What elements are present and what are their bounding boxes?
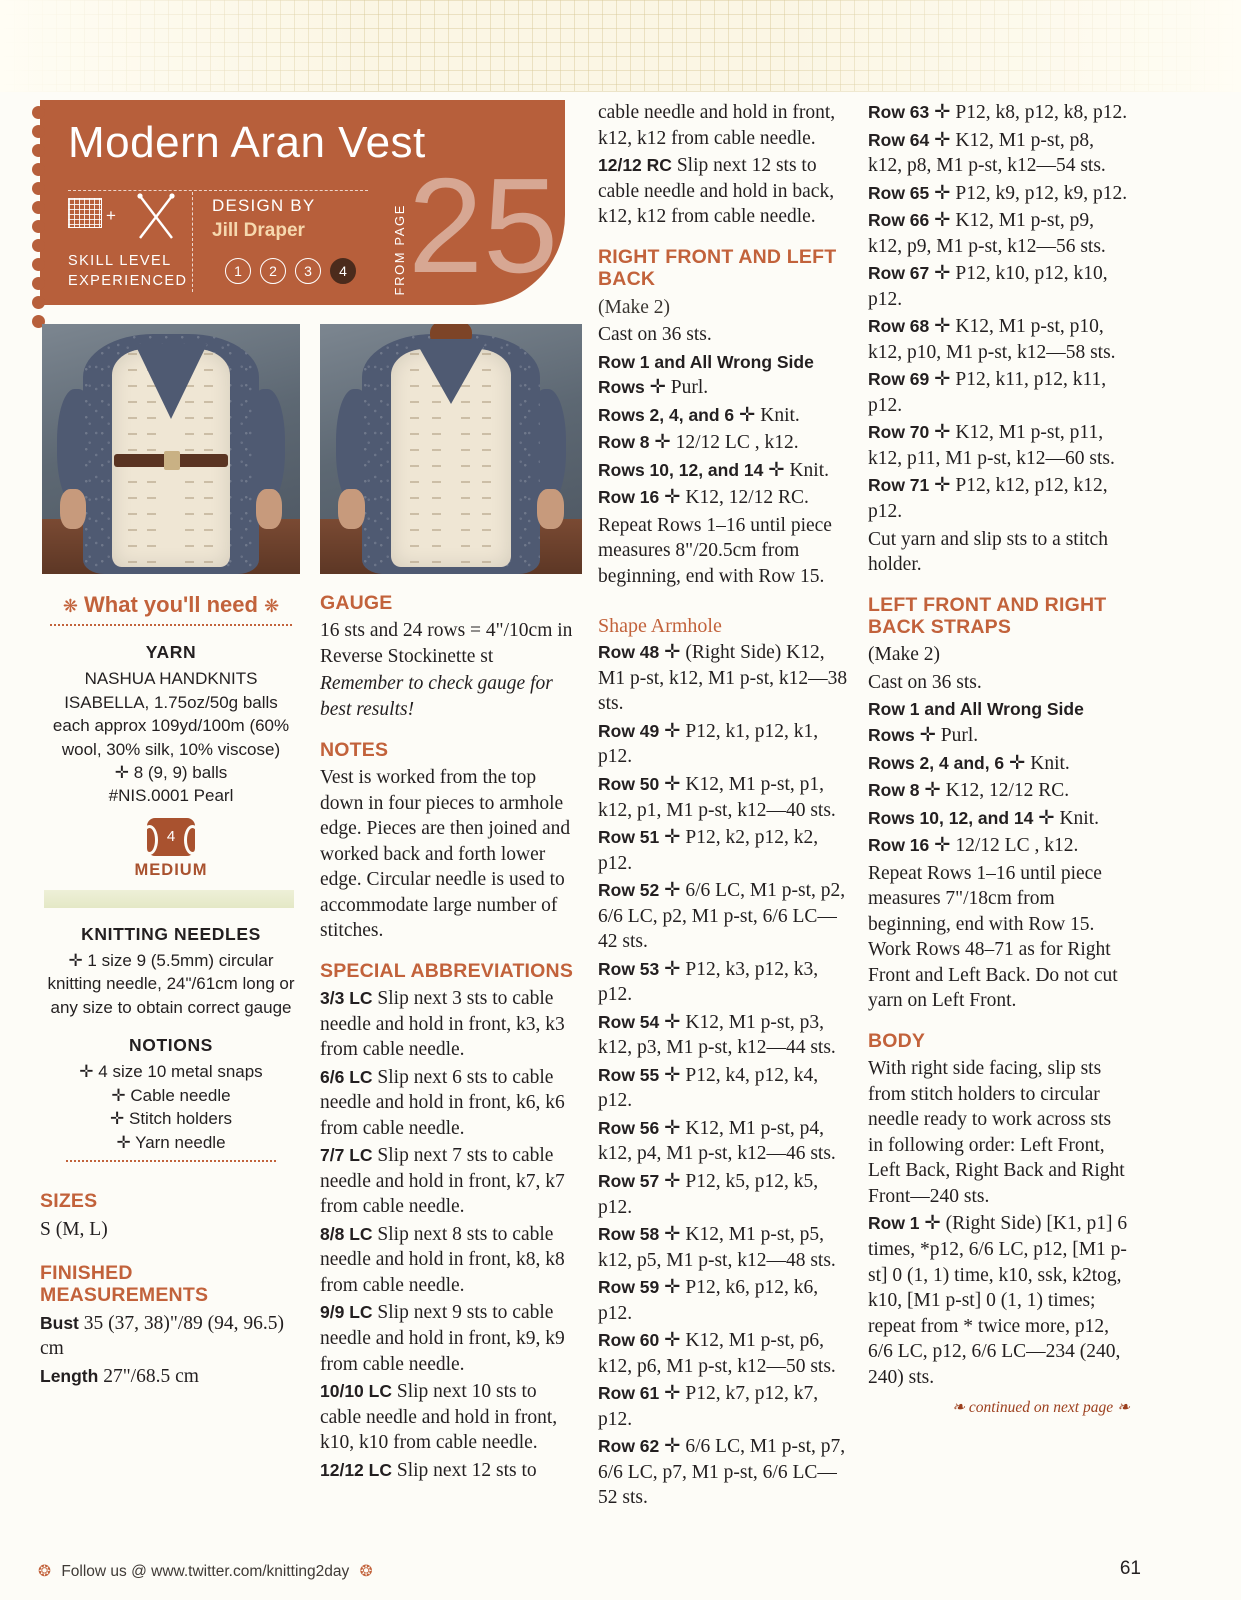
skill-level-label — [68, 252, 187, 291]
make-count: (Make 2) — [598, 296, 671, 318]
yarn-ball-count: ✛ 8 (9, 9) balls — [114, 762, 228, 782]
right-front-left-back-heading: RIGHT FRONT AND LEFT BACK — [598, 245, 837, 291]
finished-measurements-heading: FINISHED MEASUREMENTS — [40, 1262, 209, 1307]
skill-dot-1: 1 — [225, 258, 251, 284]
row-term: Row 59 — [598, 1277, 660, 1298]
row-instruction — [598, 957, 850, 1008]
repeat-instruction: Repeat Rows 1–16 until piece measures 8"/20.5cm from beginning, end with Row 15. — [598, 514, 832, 587]
row-definition: ✛ Knit. — [739, 404, 800, 426]
what-youll-need-label: What you'll need — [84, 592, 258, 617]
row-term: Rows 10, 12, and 14 — [598, 459, 764, 480]
abbreviation-definition: Slip next 7 sts to cable needle and hold in front, k7, k7 from cable needle. — [320, 1145, 565, 1218]
gauge-text: 16 sts and 24 rows = 4"/10cm in Reverse Stockinette st — [320, 620, 573, 667]
column-right-front-left-back — [598, 100, 850, 1513]
row-term: Row 58 — [598, 1224, 660, 1245]
row-instruction — [868, 181, 1130, 207]
row-definition: ✛ K12, 12/12 RC. — [664, 487, 809, 509]
row-definition: ✛ Purl. — [649, 377, 709, 399]
row-term: Row 60 — [598, 1330, 660, 1351]
row-definition: ✛ P12, k12, p12, k12, p12. — [868, 475, 1108, 522]
decorative-top-band — [0, 0, 1241, 92]
abbreviation-term: 8/8 LC — [320, 1223, 373, 1244]
notion-item-2: ✛ Cable needle — [111, 1085, 231, 1105]
row-instruction — [598, 350, 850, 401]
column-what-youll-need — [40, 592, 302, 1391]
abbreviation-item — [320, 1065, 582, 1142]
abbreviation-definition: Slip next 3 sts to cable needle and hold in front, k3, k3 from cable needle. — [320, 988, 565, 1061]
row-term: Row 64 — [868, 129, 930, 150]
row-term: Row 54 — [598, 1011, 660, 1032]
row-term: Row 1 and All Wrong Side Rows — [598, 351, 814, 398]
bust-value: 35 (37, 38)"/89 (94, 96.5) cm — [40, 1312, 284, 1360]
abbreviation-item — [598, 153, 850, 230]
supplies-box — [40, 626, 302, 1168]
straps-repeat-instruction: Repeat Rows 1–16 until piece measures 7"/18cm from beginning, end with Row 15. Work Rows 48–71 as for Right Front and Left Back. Do not cut yarn on Left Front. — [868, 862, 1118, 1012]
row-definition: ✛ 12/12 LC , k12. — [934, 835, 1079, 857]
row-definition: ✛ P12, k6, p12, k6, p12. — [598, 1277, 819, 1324]
page-footer — [0, 1544, 1241, 1600]
row-instruction — [868, 697, 1130, 748]
title-banner — [40, 100, 565, 305]
length-value: 27"/68.5 cm — [103, 1365, 199, 1387]
row-instruction — [868, 100, 1130, 126]
row-term: Rows 10, 12, and 14 — [868, 807, 1034, 828]
abbreviation-definition: Slip next 9 sts to cable needle and hold in front, k9, k9 from cable needle. — [320, 1302, 565, 1375]
abbreviation-definition: Slip next 8 sts to cable needle and hold in front, k8, k8 from cable needle. — [320, 1223, 565, 1296]
straps-heading: LEFT FRONT AND RIGHT BACK STRAPS — [868, 593, 1107, 638]
row-definition: ✛ 12/12 LC , k12. — [654, 432, 799, 454]
row-instruction — [598, 1381, 850, 1432]
knitting-needles-icon — [136, 192, 180, 242]
row-definition: ✛ Knit. — [1009, 752, 1070, 774]
row-definition: ✛ (Right Side) [K1, p1] 6 times, *p12, 6/6 LC, p12, [M1 p-st] 0 (1, 1) time, k10, ssk, k2tog, k10, [M1 p-st] 0 (1, 1) times; repeat from * twice more, p12, 6/6 LC, p12, 6/6 LC—234 (240, 240) sts. — [868, 1213, 1128, 1388]
body-text: With right side facing, slip sts from stitch holders to circular needle ready to work across sts in following order: Left Front, Left Back, Right Back and Right Front—240 sts. — [868, 1058, 1125, 1207]
photo-vest-front — [42, 324, 300, 574]
row-instruction — [868, 778, 1130, 804]
notes-heading: NOTES — [320, 738, 389, 761]
design-by-label: DESIGN BY — [212, 196, 316, 215]
row-term: Row 1 and All Wrong Side Rows — [868, 699, 1084, 745]
row-term: Row 50 — [598, 774, 660, 794]
row-definition: ✛ P12, k1, p12, k1, p12. — [598, 720, 819, 768]
yarn-description: NASHUA HANDKNITS ISABELLA, 1.75oz/50g balls each approx 109yd/100m (60% wool, 30% silk, 10% viscose) — [52, 669, 290, 759]
notion-item-4: ✛ Yarn needle — [116, 1132, 226, 1152]
row-instruction — [598, 1275, 850, 1326]
photo-vest-back — [320, 324, 582, 574]
flourish-icon-left: ❂ — [38, 1563, 51, 1580]
row-instruction — [598, 825, 850, 876]
row-definition: ✛ K12, M1 p-st, p11, k12, p11, M1 p-st, k12—60 sts. — [868, 422, 1115, 469]
row-term: Row 55 — [598, 1064, 660, 1085]
notes-text: Vest is worked from the top down in four pieces to armhole edge. Pieces are then joined and worked back and forth lower edge. Circular needle is used to accommodate large number of stitches. — [320, 766, 571, 942]
cast-on-text: Cast on 36 sts. — [598, 324, 712, 346]
row-term: Row 67 — [868, 263, 930, 284]
row-term: Row 66 — [868, 210, 930, 231]
row-term: Row 56 — [598, 1117, 660, 1138]
row-instruction — [598, 1169, 850, 1220]
row-definition: ✛ 6/6 LC, M1 p-st, p7, 6/6 LC, p7, M1 p-st, 6/6 LC—52 sts. — [598, 1436, 846, 1509]
special-abbreviations-heading: SPECIAL ABBREVIATIONS — [320, 959, 574, 982]
row-instruction — [598, 640, 850, 717]
star-icon-right: ❋ — [264, 596, 280, 616]
skill-level-value: EXPERIENCED — [68, 272, 188, 289]
row-definition: ✛ K12, M1 p-st, p10, k12, p10, M1 p-st, k12—58 sts. — [868, 316, 1116, 363]
sizes-text: S (M, L) — [40, 1218, 108, 1240]
row-definition: ✛ P12, k9, p12, k9, p12. — [934, 182, 1128, 204]
row-instruction — [868, 806, 1130, 832]
row-term: Row 61 — [598, 1383, 660, 1404]
abbreviation-term: 7/7 LC — [320, 1145, 373, 1166]
abbreviation-item — [320, 1458, 582, 1484]
gauge-note: Remember to check gauge for best results! — [320, 673, 553, 721]
notion-item-3: ✛ Stitch holders — [110, 1109, 232, 1129]
abbreviation-definition: Slip next 10 sts to cable needle and hold in front, k10, k10 from cable needle. — [320, 1381, 558, 1454]
row-instruction — [598, 1116, 850, 1167]
abbreviation-term: 6/6 LC — [320, 1066, 373, 1087]
row-instruction — [598, 772, 850, 823]
row-instruction — [598, 1063, 850, 1114]
star-icon-left: ❋ — [62, 596, 78, 616]
row-term: Row 70 — [868, 422, 930, 443]
abbreviation-term: 12/12 LC — [320, 1459, 392, 1480]
notions-label: NOTIONS — [129, 1035, 213, 1056]
row-definition: ✛ P12, k11, p12, k11, p12. — [868, 369, 1107, 416]
continued-text-top: cable needle and hold in front, k12, k12 from cable needle. — [598, 102, 836, 149]
body-heading: BODY — [868, 1029, 926, 1052]
row-definition: ✛ Knit. — [768, 459, 829, 481]
banner-vertical-divider — [192, 192, 193, 292]
row-instruction — [868, 1211, 1130, 1390]
abbreviation-term: 9/9 LC — [320, 1302, 373, 1323]
row-term: Row 8 — [868, 780, 920, 801]
row-term: Row 65 — [868, 182, 930, 203]
abbreviation-definition: Slip next 6 sts to cable needle and hold in front, k6, k6 from cable needle. — [320, 1066, 565, 1139]
row-term: Row 1 — [868, 1213, 920, 1234]
row-definition: ✛ K12, M1 p-st, p3, k12, p3, M1 p-st, k12—44 sts. — [598, 1011, 836, 1059]
skill-level-title: SKILL LEVEL — [68, 253, 172, 269]
straps-make-count: (Make 2) — [868, 644, 941, 666]
row-definition: ✛ P12, k7, p12, k7, p12. — [598, 1383, 819, 1430]
abbreviation-item — [320, 1143, 582, 1220]
row-term: Row 53 — [598, 958, 660, 979]
row-instruction — [868, 420, 1130, 471]
gauge-heading: GAUGE — [320, 592, 393, 614]
row-definition: ✛ P12, k3, p12, k3, p12. — [598, 958, 819, 1006]
row-definition: ✛ 6/6 LC, M1 p-st, p2, 6/6 LC, p2, M1 p-st, 6/6 LC—42 sts. — [598, 880, 846, 953]
swatch-icon: + — [68, 196, 126, 242]
row-definition: ✛ P12, k8, p12, k8, p12. — [934, 102, 1128, 123]
from-page-label: FROM PAGE — [392, 204, 407, 296]
continued-note — [868, 1398, 1130, 1417]
twitter-follow[interactable] — [38, 1562, 379, 1581]
row-instruction — [868, 128, 1130, 179]
row-instruction — [868, 833, 1130, 859]
abbreviation-item — [320, 986, 582, 1063]
row-instruction — [868, 314, 1130, 365]
row-term: Rows 2, 4, and 6 — [598, 404, 735, 425]
yarn-weight-number: 4 — [166, 827, 176, 845]
twitter-follow-label: Follow us @ www.twitter.com/knitting2day — [61, 1563, 350, 1580]
row-instruction — [598, 1328, 850, 1379]
row-definition: ✛ P12, k5, p12, k5, p12. — [598, 1170, 819, 1218]
skill-dot-3: 3 — [295, 258, 321, 284]
row-instruction — [868, 367, 1130, 418]
row-definition: ✛ P12, k4, p12, k4, p12. — [598, 1064, 819, 1112]
grid-fade-overlay — [0, 0, 1241, 92]
sizes-heading: SIZES — [40, 1190, 98, 1213]
row-definition: ✛ K12, M1 p-st, p5, k12, p5, M1 p-st, k12—48 sts. — [598, 1224, 836, 1271]
yarn-weight-label: MEDIUM — [134, 860, 208, 879]
abbreviation-item — [320, 1379, 582, 1456]
row-term: Row 69 — [868, 369, 930, 390]
skill-dot-2: 2 — [260, 258, 286, 284]
column-straps-body — [868, 100, 1130, 1417]
what-youll-need-heading — [40, 592, 302, 618]
knitting-needles-label: KNITTING NEEDLES — [81, 923, 261, 944]
row-instruction — [868, 751, 1130, 777]
bust-label: Bust — [40, 1312, 79, 1333]
row-term: Row 16 — [868, 835, 930, 856]
knitting-needles-text: ✛ 1 size 9 (5.5mm) circular knitting needle, 24"/61cm long or any size to obtain correct gauge — [47, 950, 295, 1017]
length-label: Length — [40, 1365, 99, 1386]
skill-level-dots — [225, 258, 356, 284]
flourish-icon-right: ❂ — [359, 1563, 373, 1580]
row-term: Row 8 — [598, 432, 650, 453]
row-term: Row 48 — [598, 642, 660, 663]
notion-item-1: ✛ 4 size 10 metal snaps — [79, 1062, 263, 1082]
cut-yarn-text: Cut yarn and slip sts to a stitch holder. — [868, 528, 1108, 576]
row-instruction — [598, 719, 850, 770]
abbreviation-definition: Slip next 12 sts to cable needle and hold in back, k12, k12 from cable needle. — [598, 155, 835, 228]
row-definition: ✛ P12, k10, p12, k10, p12. — [868, 263, 1108, 310]
continued-ornament-right: ❧ — [1117, 1399, 1130, 1417]
magazine-page — [0, 92, 1241, 1600]
row-term: Row 51 — [598, 827, 660, 848]
continued-label: continued on next page — [968, 1399, 1114, 1417]
row-definition: ✛ K12, M1 p-st, p4, k12, p4, M1 p-st, k12—46 sts. — [598, 1117, 836, 1165]
yarn-swatch-strip — [44, 890, 294, 908]
row-term: Rows 2, 4 and, 6 — [868, 752, 1005, 773]
row-term: Row 62 — [598, 1436, 660, 1457]
row-instruction — [598, 1010, 850, 1061]
yarn-colorway: #NIS.0001 Pearl — [108, 786, 234, 806]
length-measurement — [40, 1364, 302, 1390]
row-definition: ✛ K12, 12/12 RC. — [924, 780, 1070, 802]
bust-measurement — [40, 1311, 302, 1362]
row-instruction — [868, 208, 1130, 259]
row-term: Row 49 — [598, 720, 660, 741]
row-instruction — [598, 403, 850, 429]
row-instruction — [598, 430, 850, 456]
row-instruction — [598, 1434, 850, 1511]
row-instruction — [598, 1222, 850, 1273]
row-term: Row 63 — [868, 102, 930, 122]
page-title: Modern Aran Vest — [68, 118, 426, 167]
yarn-label: YARN — [145, 642, 197, 662]
row-definition: ✛ K12, M1 p-st, p9, k12, p9, M1 p-st, k12—56 sts. — [868, 210, 1106, 257]
banner-divider — [68, 190, 368, 191]
designer-name: Jill Draper — [212, 220, 305, 241]
column-gauge-notes-abbrev — [320, 592, 582, 1485]
row-term: Row 52 — [598, 880, 660, 901]
abbreviation-item — [320, 1300, 582, 1377]
row-term: Row 16 — [598, 487, 660, 508]
row-definition: ✛ K12, M1 p-st, p8, k12, p8, M1 p-st, k12—54 sts. — [868, 129, 1106, 177]
skill-dot-4-active: 4 — [330, 258, 356, 284]
abbreviation-term: 12/12 RC — [598, 155, 672, 176]
from-page-number: 25 — [408, 150, 559, 301]
abbreviation-term: 10/10 LC — [320, 1381, 392, 1402]
straps-cast-on: Cast on 36 sts. — [868, 671, 982, 693]
abbreviation-item — [320, 1222, 582, 1299]
row-term: Row 71 — [868, 475, 930, 496]
abbreviation-term: 3/3 LC — [320, 988, 373, 1009]
row-definition: ✛ P12, k2, p12, k2, p12. — [598, 827, 819, 874]
row-instruction — [598, 458, 850, 484]
yarn-weight-icon — [147, 818, 195, 856]
row-term: Row 57 — [598, 1170, 660, 1191]
row-definition: ✛ Purl. — [919, 725, 979, 746]
row-definition: ✛ Knit. — [1038, 807, 1099, 829]
row-instruction — [868, 261, 1130, 312]
row-definition: ✛ K12, M1 p-st, p1, k12, p1, M1 p-st, k12—40 sts. — [598, 774, 836, 821]
spiral-binding-holes — [32, 106, 46, 296]
row-instruction — [598, 878, 850, 955]
dotted-rule-bottom — [66, 1160, 276, 1162]
abbreviation-definition: Slip next 12 sts to — [396, 1459, 537, 1481]
row-definition: ✛ (Right Side) K12, M1 p-st, k12, M1 p-st, k12—38 sts. — [598, 642, 848, 715]
row-definition: ✛ K12, M1 p-st, p6, k12, p6, M1 p-st, k12—50 sts. — [598, 1330, 836, 1377]
row-instruction — [868, 473, 1130, 524]
row-instruction — [598, 485, 850, 511]
continued-ornament-left: ❧ — [952, 1399, 966, 1417]
shape-armhole-heading: Shape Armhole — [598, 615, 722, 638]
row-term: Row 68 — [868, 316, 930, 337]
page-number: 61 — [1119, 1558, 1141, 1579]
